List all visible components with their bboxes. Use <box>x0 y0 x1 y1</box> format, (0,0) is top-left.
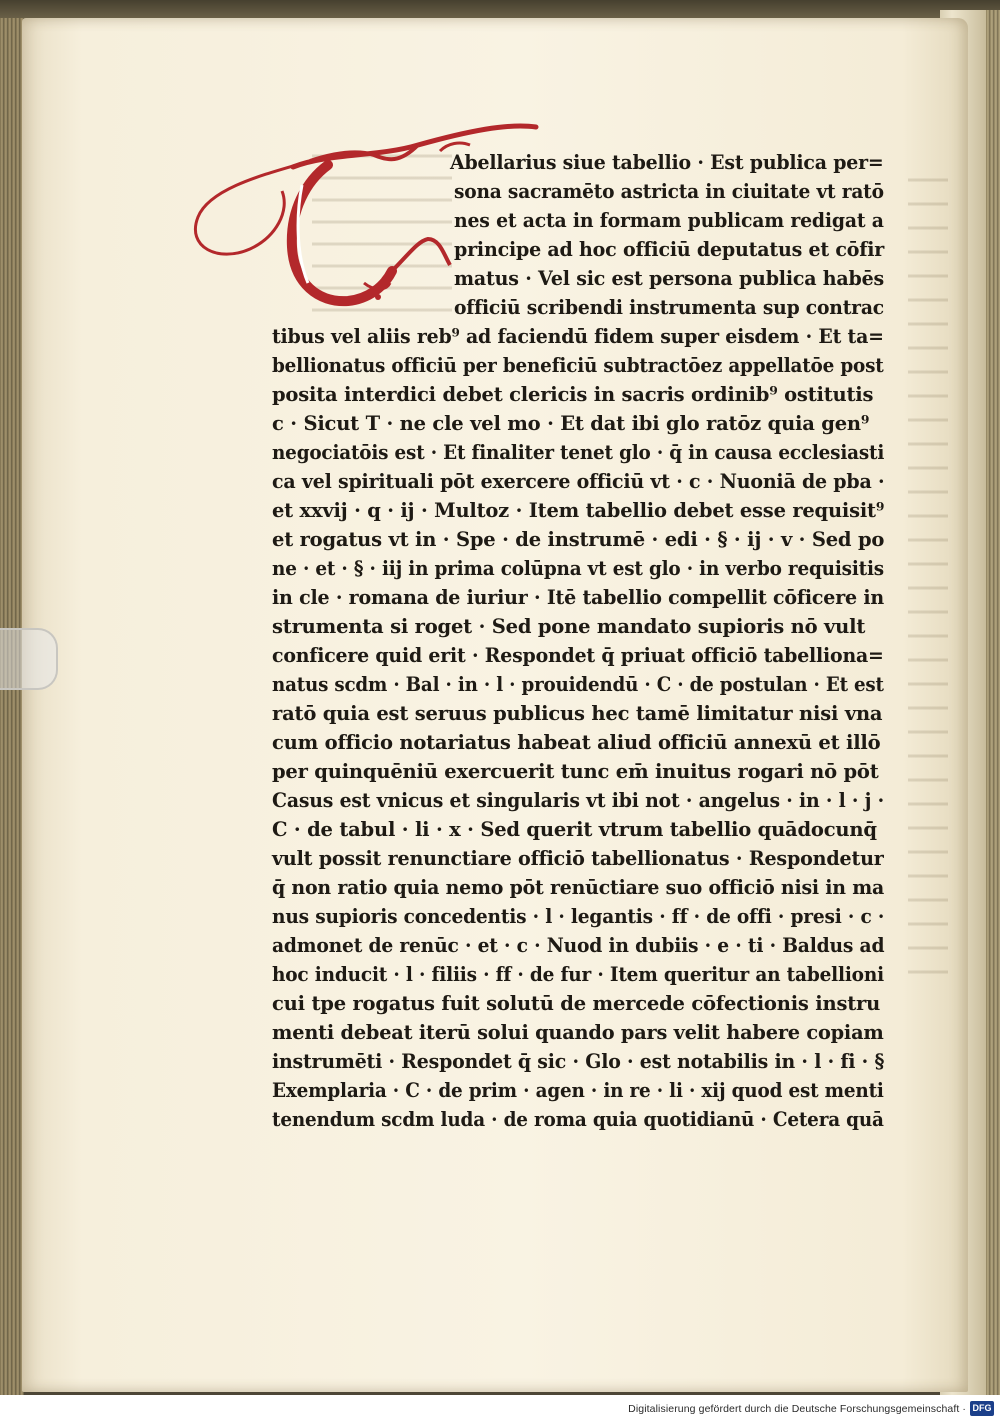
text-line: posita interdici debet clericis in sacris ordinib⁹ ostitutis <box>272 383 874 406</box>
text-line: Exemplaria · C · de prim · agen · in re · li · xij quod est menti <box>272 1079 884 1102</box>
text-line: c · Sicut T · ne cle vel mo · Et dat ibi glo ratōz quia gen⁹ <box>272 412 870 435</box>
text-line: Abellarius siue tabellio · Est publica per= <box>450 151 884 174</box>
page-clip <box>0 628 58 690</box>
text-line: instrumēti · Respondet q̄ sic · Glo · est notabilis in · l · fi · § <box>272 1050 885 1073</box>
text-line: cui tpe rogatus fuit solutū de mercede cōfectionis instru <box>272 992 881 1015</box>
text-line: natus scdm · Bal · in · l · prouidendū · C · de postulan · Et est <box>272 673 884 696</box>
text-line: cum officio notariatus habeat aliud officiū annexū et illō <box>272 731 881 754</box>
text-line: admonet de renūc · et · c · Nuod in dubiis · e · ti · Baldus ad <box>272 934 885 957</box>
text-line: ca vel spirituali pōt exercere officiū vt · c · Nuoniā de pba · <box>272 470 885 493</box>
ink-bleed-through-right <box>908 158 948 978</box>
text-line: nus supioris concedentis · l · legantis · ff · de offi · presi · c · <box>272 905 885 928</box>
text-line: q̄ non ratio quia nemo pōt renūctiare suo officiō nisi in ma <box>272 876 885 899</box>
text-line: vult possit renunctiare officiō tabellionatus · Respondetur <box>272 847 884 870</box>
text-line: et rogatus vt in · Spe · de instrumē · edi · § · ij · v · Sed po <box>272 528 885 551</box>
text-line: negociatōis est · Et finaliter tenet glo · q̄ in causa ecclesiasti <box>272 441 885 464</box>
text-line: hoc inducit · l · filiis · ff · de fur · Item queritur an tabellioni <box>272 963 884 986</box>
text-line: ratō quia est seruus publicus hec tamē limitatur nisi vna <box>272 702 883 725</box>
page-stack-right <box>986 10 1000 1395</box>
text-line: in cle · romana de iuriur · Itē tabellio compellit cōficere in <box>272 586 885 609</box>
text-line: per quinquēniū exercuerit tunc em̄ inuitus rogari nō pōt <box>272 760 879 783</box>
text-line: ne · et · § · iij in prima colūpna vt est glo · in verbo requisitis <box>272 557 884 580</box>
text-line: tenendum scdm luda · de roma quia quotidianū · Cetera quā <box>272 1108 884 1131</box>
text-line: conficere quid erit · Respondet q̄ priuat officiō tabelliona= <box>272 644 884 667</box>
dfg-logo: DFG <box>970 1401 994 1416</box>
text-line: matus · Vel sic est persona publica habēs <box>454 267 885 290</box>
text-line: tibus vel aliis reb⁹ ad faciendū fidem super eisdem · Et ta= <box>272 325 884 348</box>
text-line: Casus est vnicus et singularis vt ibi not · angelus · in · l · j · <box>272 789 885 812</box>
body-text <box>272 148 884 1138</box>
text-line: menti debeat iterū solui quando pars velit habere copiam <box>272 1021 884 1044</box>
text-line: bellionatus officiū per beneficiū subtractōez appellatōe post <box>272 354 884 377</box>
page-stack-left <box>0 18 24 1395</box>
text-line: nes et acta in formam publicam redigat a <box>454 209 884 232</box>
text-line: et xxvij · q · ij · Multoz · Item tabellio debet esse requisit⁹ <box>272 499 885 522</box>
text-line: sona sacramēto astricta in ciuitate vt ratō <box>454 180 884 203</box>
text-line: officiū scribendi instrumenta sup contrac <box>454 296 885 319</box>
text-line: strumenta si roget · Sed pone mandato supioris nō vult <box>272 615 866 638</box>
text-line: principe ad hoc officiū deputatus et cōfir <box>454 238 885 261</box>
funding-credit: Digitalisierung gefördert durch die Deutsche Forschungsgemeinschaft · <box>628 1403 966 1415</box>
text-line: C · de tabul · li · x · Sed querit vtrum tabellio quādocunq̄ <box>272 818 877 841</box>
